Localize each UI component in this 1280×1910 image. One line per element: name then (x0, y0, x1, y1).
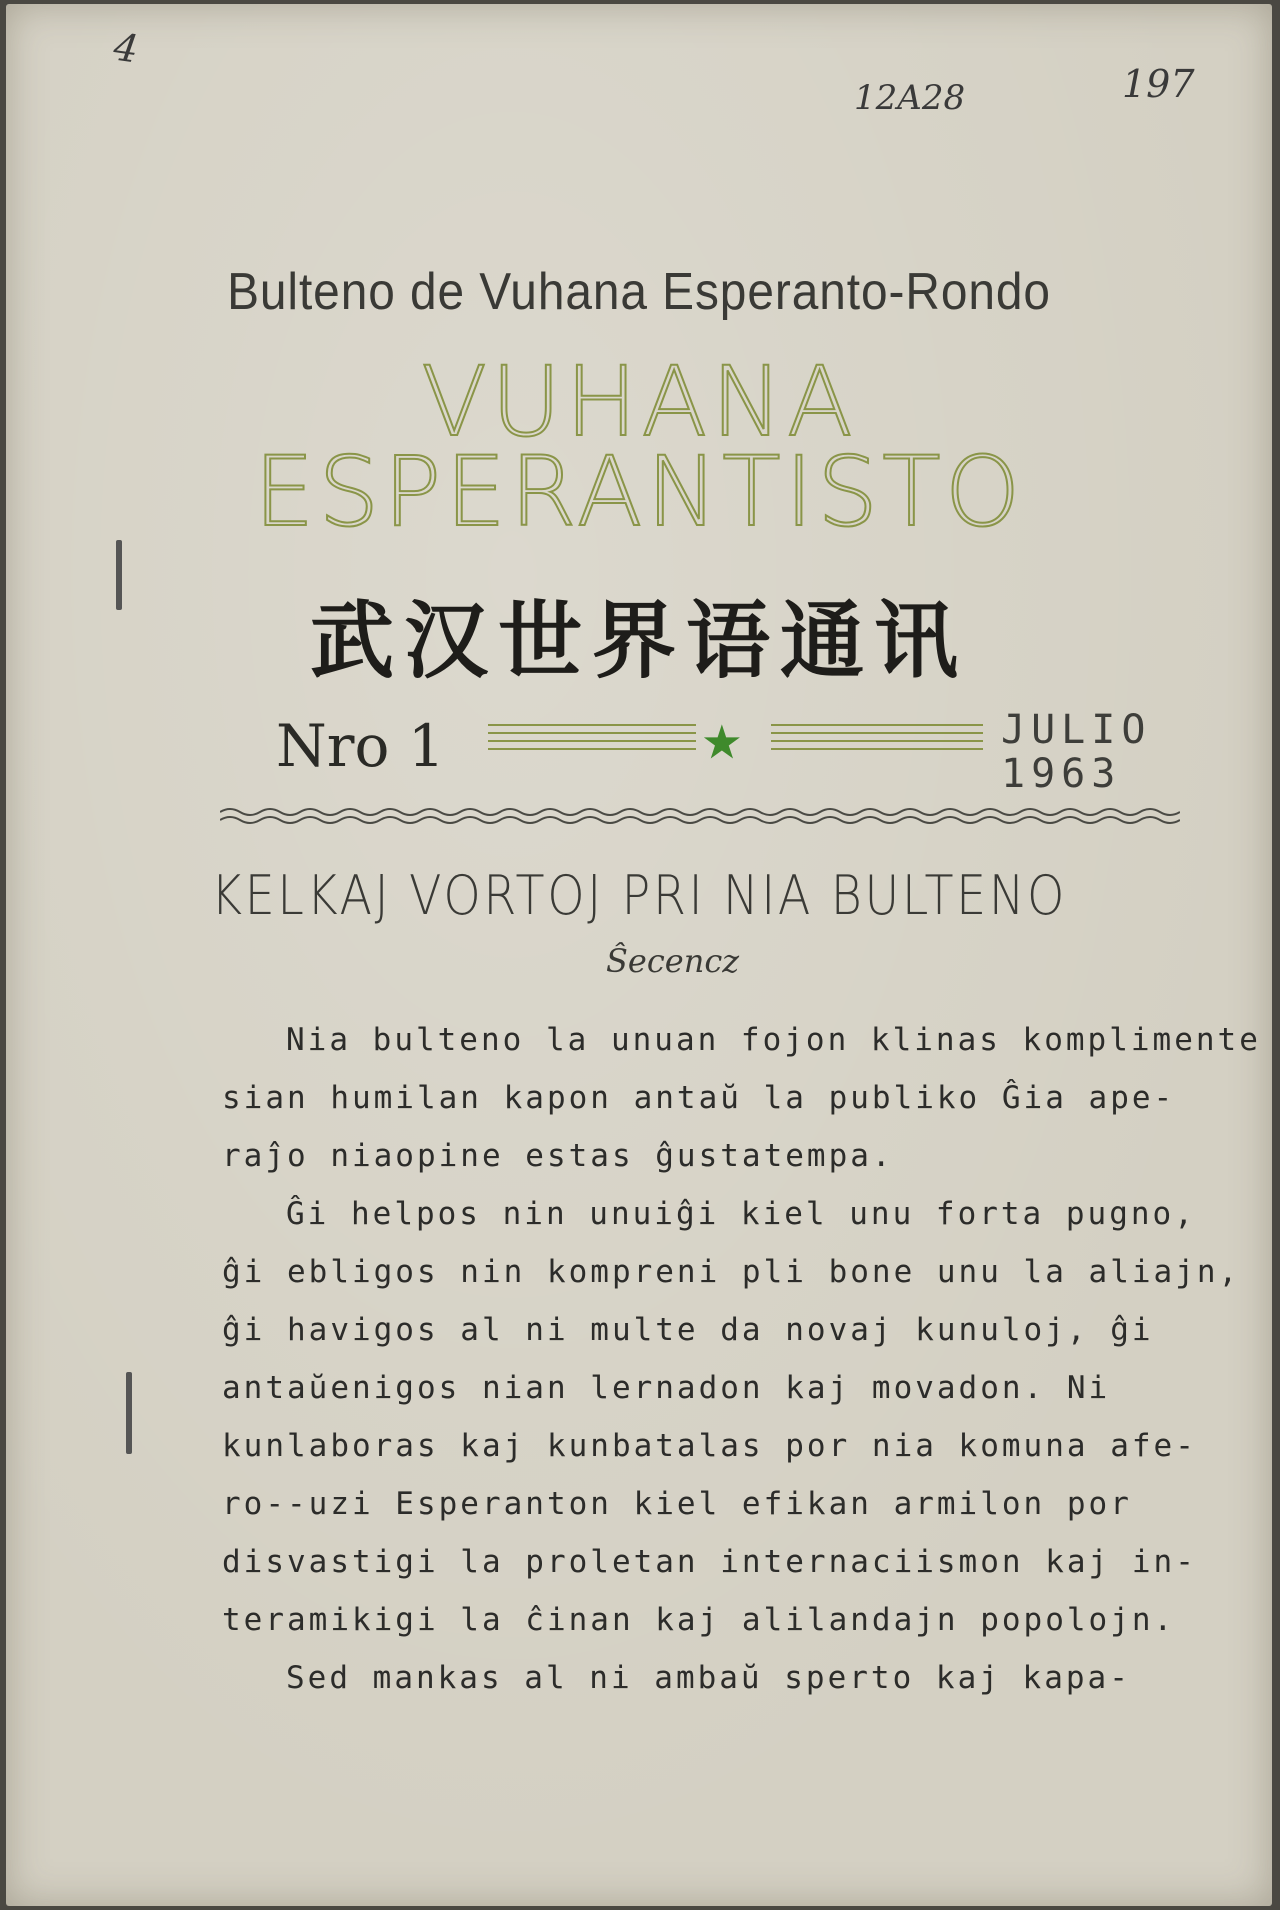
masthead-title-line2: ESPERANTISTO (253, 436, 1025, 548)
article-line: kunlaboras kaj kunbatalas por nia komuna afe- (222, 1428, 1197, 1464)
handwritten-mark: 4 (111, 24, 142, 72)
issue-date (1001, 708, 1151, 796)
article-line: ĝi havigos al ni multe da novaj kunuloj, ĝi (222, 1312, 1154, 1348)
article-line: ĝi ebligos nin kompreni pli bone unu la aliajn, (222, 1254, 1241, 1290)
article-line: sian humilan kapon antaŭ la publiko Ĝia ape- (222, 1080, 1176, 1116)
page-number: 197 (1122, 62, 1195, 106)
article-line: antaŭenigos nian lernadon kaj movadon. Ni (222, 1370, 1111, 1406)
issue-number: Nro 1 (276, 712, 445, 780)
issue-month: JULIO (1001, 707, 1152, 753)
staple (126, 1372, 132, 1454)
article-line: disvastigi la proletan internaciismon kaj in- (222, 1544, 1197, 1580)
catalog-code: 12A28 (854, 78, 966, 118)
article-line: Sed mankas al ni ambaŭ sperto kaj kapa- (286, 1660, 1131, 1696)
issue-year: 1963 (1001, 751, 1122, 797)
article-body (222, 1022, 1261, 1718)
article-line: ro--uzi Esperanton kiel efikan armilon por (222, 1486, 1132, 1522)
article-title: KELKAJ VORTOJ PRI NIA BULTENO (210, 864, 1068, 927)
decorative-stripes-right (771, 724, 983, 754)
article-line: Ĝi helpos nin unuiĝi kiel unu forta pugno, (286, 1196, 1196, 1232)
article-line: raĵo niaopine estas ĝustatempa. (222, 1138, 894, 1174)
masthead-title-line1: VUHANA (421, 346, 857, 458)
article-line: Nia bulteno la unuan fojon klinas komplimente (286, 1022, 1261, 1058)
bulletin-subtitle: Bulteno de Vuhana Esperanto-Rondo (227, 263, 1051, 321)
document-page (6, 4, 1272, 1906)
star-icon: ★ (702, 698, 742, 775)
article-author: Ŝecencz (606, 942, 740, 980)
chinese-title: 武汉世界语通讯 (309, 592, 968, 690)
wavy-divider (220, 804, 1180, 828)
article-line: teramikigi la ĉinan kaj alilandajn popolojn. (222, 1602, 1176, 1638)
decorative-stripes-left (488, 724, 696, 754)
